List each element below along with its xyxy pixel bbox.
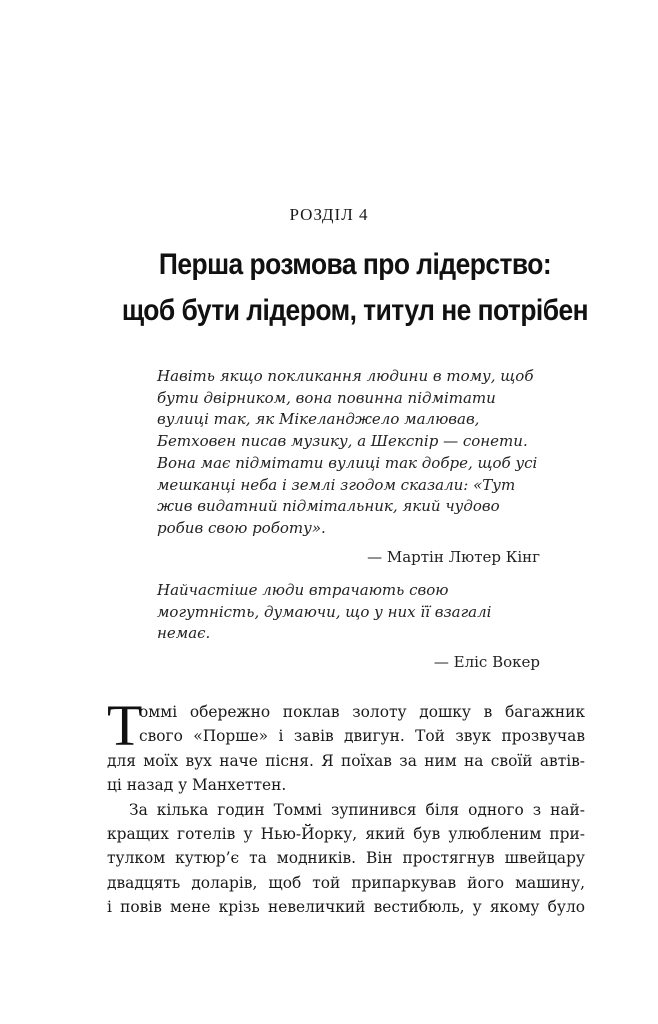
epigraph-line: мешканці неба і землі згодом сказали: «Тут [157, 475, 516, 494]
body-line: ці назад у Манхеттен. [107, 776, 287, 795]
body-line: тулком кутюр’є та модників. Він простягнув швейцару [107, 849, 585, 868]
epigraph-line: могутність, думаючи, що у них її взагалі [157, 602, 492, 621]
chapter-label: РОЗДІЛ 4 [289, 205, 369, 224]
body-line: кращих готелів у Нью-Йорку, який був улюбленим при- [107, 825, 585, 844]
epigraph [157, 580, 542, 673]
epigraph-attribution: — Мартін Лютер Кінг [367, 547, 540, 566]
body-line: для моїх вух наче пісня. Я поїхав за ним на своїй автів- [107, 751, 585, 770]
paragraph [107, 693, 585, 798]
body-text [107, 693, 585, 920]
epigraph-quote [157, 580, 542, 645]
paragraph [107, 798, 585, 920]
epigraph-line: Найчастіше люди втрачають свою [157, 581, 449, 599]
epigraph-line: Навіть якщо покликання людини в тому, щоб [157, 367, 534, 385]
epigraph-line: немає. [157, 624, 211, 643]
epigraph-line: робив свою роботу». [157, 518, 326, 537]
chapter-title-line: Перша розмова про лідерство: [158, 248, 552, 281]
body-line: і повів мене крізь невеличкий вестибюль, у якому було [107, 898, 585, 917]
chapter-title [95, 242, 614, 334]
epigraph-line: бути двірником, вона повинна підмітати [157, 388, 496, 407]
body-line: оммі обережно поклав золоту дошку в багажник [139, 703, 585, 721]
drop-cap: Т [107, 693, 143, 758]
epigraph-line: вулиці так, як Мікеланджело малював, [157, 410, 480, 429]
epigraph [157, 366, 542, 568]
body-line: За кілька годин Томмі зупинився біля одного з най- [129, 800, 585, 819]
body-line: двадцять доларів, щоб той припаркував його машину, [107, 873, 585, 892]
epigraph-quote [157, 366, 542, 540]
chapter-title-line: щоб бути лідером, титул не потрібен [121, 294, 589, 327]
body-line: свого «Порше» і завів двигун. Той звук прозвучав [139, 727, 585, 746]
epigraph-line: жив видатний підмітальник, який чудово [157, 497, 500, 516]
epigraph-line: Бетховен писав музику, а Шекспір — сонети. [157, 432, 528, 451]
epigraph-line: Вона має підмітати вулиці так добре, щоб усі [157, 453, 538, 472]
epigraph-attribution: — Еліс Вокер [433, 653, 540, 672]
